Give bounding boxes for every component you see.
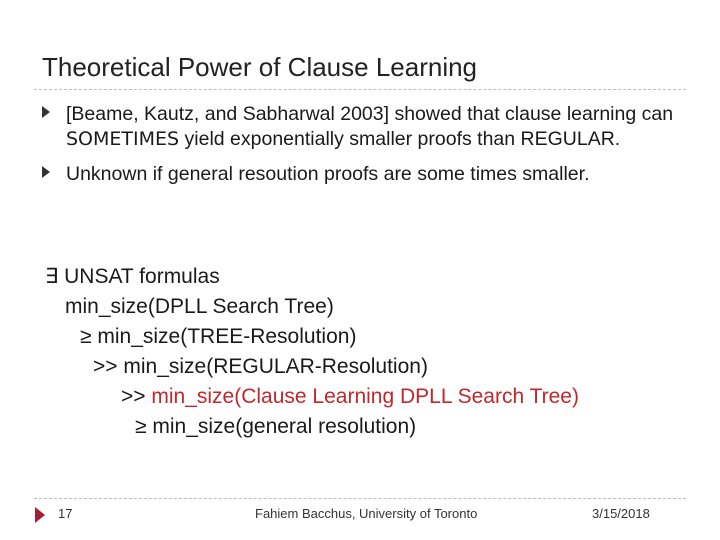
- bullet-2-text: Unknown if general resoution proofs are some times smaller.: [66, 163, 590, 185]
- bullet-list: [40, 102, 700, 197]
- footer-divider: [34, 498, 686, 499]
- bullet-arrow-icon: [42, 166, 50, 178]
- formula-line-5-highlight: min_size(Clause Learning DPLL Search Tree): [151, 385, 579, 408]
- formula-line-6: ≥ min_size(general resolution): [135, 415, 417, 438]
- formula-line-1-text: UNSAT formulas: [58, 265, 220, 288]
- slide-title: Theoretical Power of Clause Learning: [42, 52, 478, 82]
- formula-line-4: >> min_size(REGULAR-Resolution): [93, 355, 428, 378]
- formula-line-5: [121, 382, 579, 412]
- slide-marker-icon: [35, 507, 45, 523]
- formula-block: [45, 262, 579, 442]
- formula-line-2: min_size(DPLL Search Tree): [65, 295, 334, 318]
- bullet-arrow-icon: [42, 106, 50, 118]
- bullet-item-1: [40, 102, 700, 152]
- footer-author: Fahiem Bacchus, University of Toronto: [255, 506, 478, 521]
- bullet-1-emphasis: SOMETIMES: [66, 128, 180, 150]
- exists-symbol: ∃: [45, 265, 59, 288]
- formula-line-3: ≥ min_size(TREE-Resolution): [80, 325, 357, 348]
- title-divider: [34, 89, 686, 90]
- bullet-item-2: [40, 162, 700, 187]
- slide-number: 17: [58, 506, 73, 521]
- bullet-1-text-before: [Beame, Kautz, and Sabharwal 2003] showed that clause learning can: [66, 103, 674, 125]
- formula-line-1: [45, 262, 503, 292]
- bullet-1-text-after: yield exponentially smaller proofs than REGULAR.: [179, 128, 621, 150]
- formula-line-5-prefix: >>: [121, 385, 152, 408]
- footer-date: 3/15/2018: [592, 506, 650, 521]
